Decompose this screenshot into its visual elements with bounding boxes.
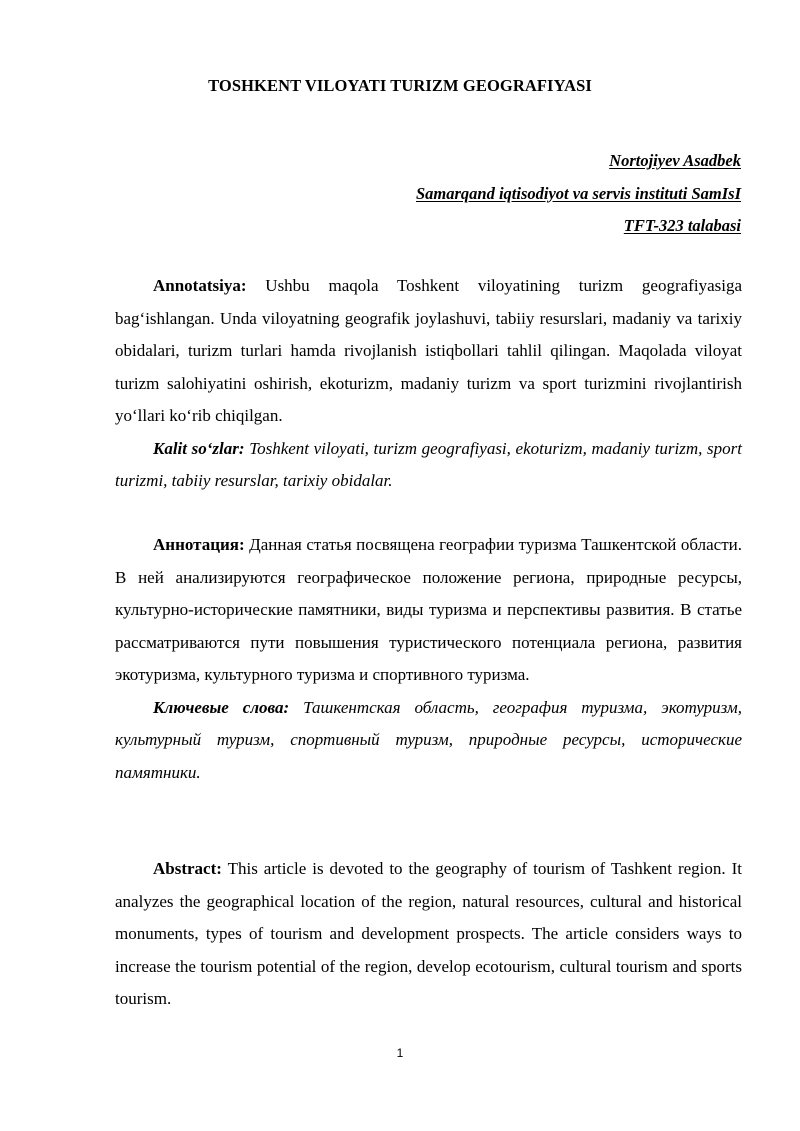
uzbek-annotation-section xyxy=(115,270,742,498)
uzbek-keywords-label: Kalit so‘zlar: xyxy=(153,438,245,458)
english-abstract-text: This article is devoted to the geography of tourism of Tashkent region. It analyzes the geographical location of the region, natural resources, cultural and historical monuments, types of tourism and development prospects. The article considers ways to increase the tourism potential of the region, develop ecotourism, cultural tourism and sports tourism. xyxy=(115,859,742,1008)
russian-keywords-label: Ключевые слова: xyxy=(153,697,290,717)
page-number: 1 xyxy=(396,1046,404,1060)
russian-annotation-text: Данная статья посвящена географии туризма Ташкентской области. В ней анализируются географическое положение региона, природные ресурсы, культурно-исторические памятники, виды туризма и перспективы развития. В статье рассматриваются пути повышения туристического потенциала региона, развития экотуризма, культурного туризма и спортивного туризма. xyxy=(115,535,742,684)
uzbek-annotation-text: Ushbu maqola Toshkent viloyatining turizm geografiyasiga bag‘ishlangan. Unda viloyatning geografik joylashuvi, tabiiy resurslari, madaniy va tarixiy obidalari, turizm turlari hamda rivojlanish istiqbollari tahlil qilingan. Maqolada viloyat turizm salohiyatini oshirish, ekoturizm, madaniy turizm va sport turizmini rivojlantirish yo‘llari ko‘rib chiqilgan. xyxy=(115,276,742,425)
author-group: TFT-323 talabasi xyxy=(623,216,741,235)
russian-annotation-section xyxy=(115,529,742,789)
russian-annotation-paragraph xyxy=(115,529,742,692)
author-block xyxy=(416,145,741,243)
uzbek-keywords-text: Toshkent viloyati, turizm geografiyasi, ekoturizm, madaniy turizm, sport turizmi, tabiiy resurslar, tarixiy obidalar. xyxy=(115,438,742,490)
english-abstract-paragraph xyxy=(115,853,742,1016)
russian-keywords-text: Ташкентская область, география туризма, экотуризм, культурный туризм, спортивный туризм, природные ресурсы, исторические памятники. xyxy=(115,697,742,782)
author-institution: Samarqand iqtisodiyot va servis instituti SamIsI xyxy=(415,183,741,203)
uzbek-annotation-label: Annotatsiya: xyxy=(153,276,247,295)
english-abstract-label: Abstract: xyxy=(153,859,222,878)
russian-annotation-label: Аннотация: xyxy=(153,535,245,554)
uzbek-keywords-paragraph xyxy=(115,433,742,498)
document-title: TOSHKENT VILOYATI TURIZM GEOGRAFIYASI xyxy=(208,76,592,95)
author-name: Nortojiyev Asadbek xyxy=(609,151,741,170)
russian-keywords-paragraph xyxy=(115,692,742,790)
uzbek-annotation-paragraph xyxy=(115,270,742,433)
english-abstract-section xyxy=(115,853,742,1016)
